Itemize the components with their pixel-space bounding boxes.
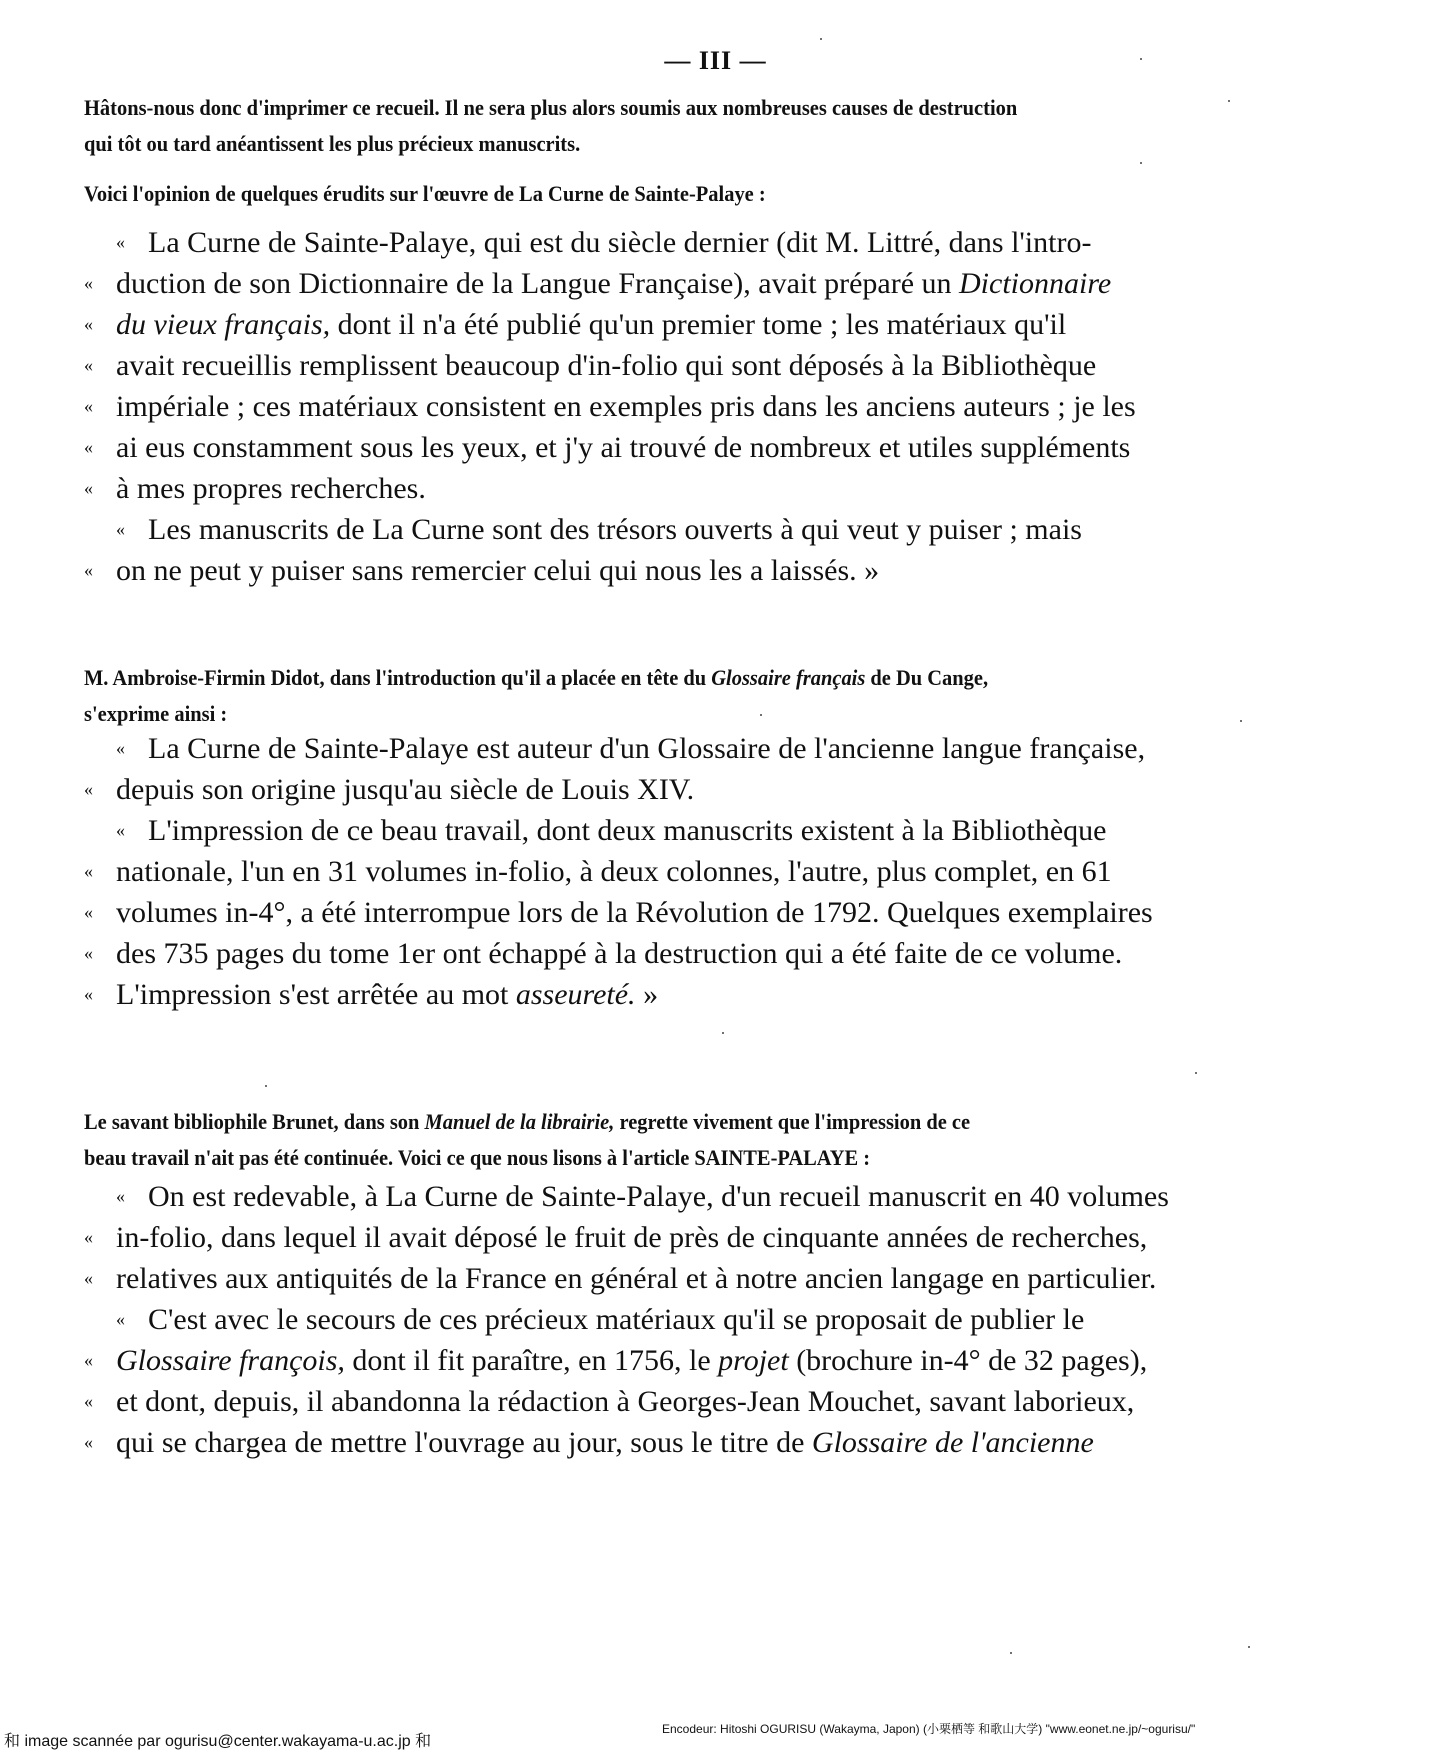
quote-line: « ai eus constamment sous les yeux, et j'y ai trouvé de nombreux et utiles suppléments [84, 427, 1264, 468]
quote-mark: « [116, 738, 125, 758]
encoder-credit: Encodeur: Hitoshi OGURISU (Wakayma, Japon) (小栗栖等 和歌山大学) "www.eonet.ne.jp/~ogurisu/" [662, 1722, 1196, 1736]
intro-line: qui tôt ou tard anéantissent les plus précieux manuscrits. [84, 131, 581, 156]
quote-line: « On est redevable, à La Curne de Sainte-Palaye, d'un recueil manuscrit en 40 volumes [84, 1176, 1264, 1217]
italic-title: Manuel de la librairie, [424, 1109, 615, 1134]
brunet-paragraph [84, 1104, 1172, 1176]
quote-mark: « [84, 1227, 93, 1247]
brunet-line: beau travail n'ait pas été continuée. Voici ce que nous lisons à l'article SAINTE-PALAYE : [84, 1145, 871, 1170]
quote-mark: « [84, 1268, 93, 1288]
quote-line: « du vieux français, dont il n'a été publié qu'un premier tome ; les matériaux qu'il [84, 304, 1264, 345]
quote-mark: « [84, 943, 93, 963]
quote-brunet [84, 1176, 1264, 1463]
quote-mark: « [84, 984, 93, 1004]
quote-mark: « [116, 1309, 125, 1329]
quote-mark: « [84, 902, 93, 922]
quote-mark: « [84, 779, 93, 799]
quote-line: « des 735 pages du tome 1er ont échappé à la destruction qui a été faite de ce volume. [84, 933, 1264, 974]
quote-line: « L'impression de ce beau travail, dont deux manuscrits existent à la Bibliothèque [84, 810, 1264, 851]
quote-didot [84, 728, 1264, 1015]
quote-line: « duction de son Dictionnaire de la Langue Française), avait préparé un Dictionnaire [84, 263, 1264, 304]
quote-mark: « [84, 396, 93, 416]
quote-line: « et dont, depuis, il abandonna la rédaction à Georges-Jean Mouchet, savant laborieux, [84, 1381, 1264, 1422]
scan-source-credit: 和 image scannée par ogurisu@center.wakayama-u.ac.jp 和 [4, 1733, 432, 1750]
quote-line: « in-folio, dans lequel il avait déposé le fruit de près de cinquante années de recherches, [84, 1217, 1264, 1258]
quote-line: « avait recueillis remplissent beaucoup d'in-folio qui sont déposés à la Bibliothèque [84, 345, 1264, 386]
intro-line: Voici l'opinion de quelques érudits sur l'œuvre de La Curne de Sainte-Palaye : [84, 181, 766, 206]
italic-title: Glossaire français [711, 665, 866, 690]
quote-line: « Les manuscrits de La Curne sont des trésors ouverts à qui veut y puiser ; mais [84, 509, 1264, 550]
italic-title: Dictionnaire [959, 267, 1112, 300]
quote-mark: « [84, 861, 93, 881]
intro-opinion-line [84, 176, 1172, 212]
quote-mark: « [84, 1391, 93, 1411]
quote-line: « nationale, l'un en 31 volumes in-folio, à deux colonnes, l'autre, plus complet, en 61 [84, 851, 1264, 892]
quote-line: « L'impression s'est arrêtée au mot asseureté. » [84, 974, 1264, 1015]
quote-line: « à mes propres recherches. [84, 468, 1264, 509]
quote-mark: « [84, 314, 93, 334]
quote-line: « La Curne de Sainte-Palaye, qui est du siècle dernier (dit M. Littré, dans l'intro- [84, 222, 1264, 263]
quote-mark: « [116, 232, 125, 252]
italic-word: asseureté. [515, 978, 636, 1011]
quote-line: « qui se chargea de mettre l'ouvrage au jour, sous le titre de Glossaire de l'ancienne [84, 1422, 1264, 1463]
didot-line: M. Ambroise-Firmin Didot, dans l'introduction qu'il a placée en tête du Glossaire français de Du Cange, [84, 665, 989, 690]
quote-mark: « [84, 1350, 93, 1370]
intro-line: Hâtons-nous donc d'imprimer ce recueil. Il ne sera plus alors soumis aux nombreuses causes de destruction [84, 95, 1018, 120]
quote-littre [84, 222, 1264, 591]
italic-title: Glossaire de l'ancienne [811, 1426, 1094, 1459]
quote-mark: « [84, 1432, 93, 1452]
quote-mark: « [84, 437, 93, 457]
quote-line: « C'est avec le secours de ces précieux matériaux qu'il se proposait de publier le [84, 1299, 1264, 1340]
quote-line: « relatives aux antiquités de la France en général et à notre ancien langage en particulier. [84, 1258, 1264, 1299]
quote-line: « Glossaire françois, dont il fit paraître, en 1756, le projet (brochure in-4° de 32 pages), [84, 1340, 1264, 1381]
quote-line: « on ne peut y puiser sans remercier celui qui nous les a laissés. » [84, 550, 1264, 591]
italic-title: Glossaire françois, [116, 1344, 345, 1377]
quote-mark: « [84, 273, 93, 293]
quote-mark: « [84, 560, 93, 580]
quote-mark: « [116, 820, 125, 840]
quote-mark: « [84, 355, 93, 375]
page-folio: — III — [664, 46, 767, 75]
quote-mark: « [116, 1186, 125, 1206]
quote-line: « depuis son origine jusqu'au siècle de Louis XIV. [84, 769, 1264, 810]
didot-paragraph [84, 660, 1172, 732]
quote-line: « volumes in-4°, a été interrompue lors de la Révolution de 1792. Quelques exemplaires [84, 892, 1264, 933]
italic-title: du vieux français, [116, 308, 331, 341]
quote-line: « La Curne de Sainte-Palaye est auteur d'un Glossaire de l'ancienne langue française, [84, 728, 1264, 769]
intro-paragraph [84, 90, 1172, 162]
quote-mark: « [116, 519, 125, 539]
didot-line: s'exprime ainsi : [84, 701, 228, 726]
brunet-line: Le savant bibliophile Brunet, dans son Manuel de la librairie, regrette vivement que l'impression de ce [84, 1109, 971, 1134]
quote-line: « impériale ; ces matériaux consistent en exemples pris dans les anciens auteurs ; je les [84, 386, 1264, 427]
quote-mark: « [84, 478, 93, 498]
italic-word: projet [718, 1344, 789, 1377]
